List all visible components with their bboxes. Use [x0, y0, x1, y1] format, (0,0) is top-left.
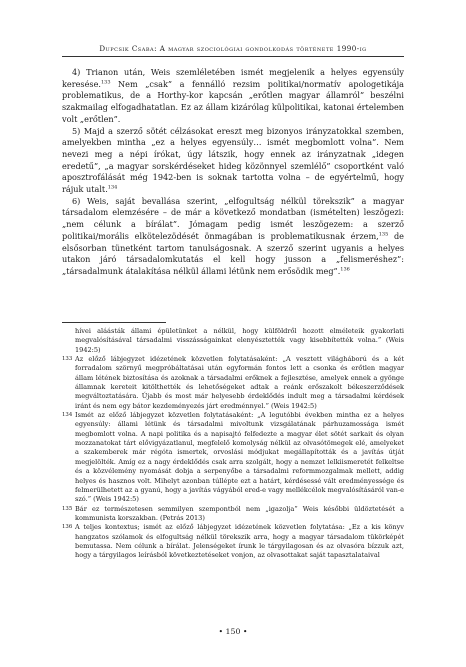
page-number: • 150 • — [218, 627, 248, 636]
footnote-text: Ismét az előző lábjegyzet közvetlen folytatásaként: „A legutóbbi években mintha ez a helyes egyensúly: állami létünk és társadalmi mivoltunk vizsgálatának párhuzamossága ismét megbomlott volna. A napi politika és a napisajtó felfedezte a magyar élet sötét sarkait és olyan mozzanatokat tárt elővigyázatlanul, megfelelő komolyság nélkül az olvasótömegek elé, amelyeket a szakemberek már régóta ismertek, orvoslási módjukat megállapították és a javítás útját megjelölték. Amíg ez a nagy érdeklődés csak arra szolgált, hogy a nemzet lelkiismeretét felkeltse és a közvélemény nyomását dobja a serpenyőbe a társadalmi reformmozgalmak mellett, addig helyes és hasznos volt. Mihelyt azonban túllépte ezt a határt, kérdésessé vált eredményessége és felmerülhetett az a gyanú, hogy a javítás vágyából ered-e vagy mellékcélok megvalósításáról van-e szó.” (Weis 1942:5) — [75, 411, 404, 504]
paragraph-5-text-a: 5) Majd a szerző sötét célzásokat ereszt meg bizonyos irányzatokkal szemben, amelyekben mintha „ez a helyes egyensúly… ismét megbomlott volna”. Nem nevezi meg a népi írókat, úgy látszik, hogy ennek az irányzatnak „idegen eredetű”, „a magyar sorskérdéseket hideg közönnyel szemlélő” csoportként való aposztrofálását még 1942-ben is soknak tartotta volna – de egyértelmű, hogy rájuk utalt. — [62, 125, 404, 195]
footnote-rule — [62, 322, 166, 323]
paragraph-6 — [62, 196, 404, 278]
footnote-continuation — [62, 327, 404, 355]
paragraph-4 — [62, 67, 404, 126]
paragraph-6-text-a: 6) Weis, saját bevallása szerint, „elfogultság nélkül törekszik” a magyar társadalom elemzésére – de már a következő mondatban (ismételten) leszögezi: „nem célunk a bírálat”. Jómagam pedig ismét leszögezem: a szerző politikai/morális elkötelezödését önmagában is problematikusnak érzem, — [62, 195, 404, 241]
paragraph-4-text-a: 4) Trianon után, Weis szemléletében ismét megjelenik a helyes egyensúly keresése. — [62, 67, 404, 89]
running-head: Dupcsik Csaba: A magyar szociológiai gondolkodás története 1990-ig — [99, 44, 367, 53]
footnote-text: Az előző lábjegyzet idézetének közvetlen folytatásaként: „A vesztett világháború és a két forradalom szörnyű megpróbáltatásai után egyformán fontos lett a csonka és erőtlen magyar állam létének biztosítása és azoknak a társadalmi erőknek a fejlesztése, amelyek ennek a gyönge államnak kereteit kitölthették és lehetőségeket adtak a reánk erőszakolt békeszerződések megváltoztatására. Újabb és most már helyesebb érdeklődés indult meg a társadalmi kérdések iránt és nem egy bátor kezdeményezés járt eredménnyel.” (Weis 1942:5) — [75, 355, 404, 410]
footnote-ref-136[interactable]: 136 — [340, 266, 350, 273]
footnote-ref-133[interactable]: 133 — [100, 78, 111, 85]
footnote-continuation-text: hívei aláásták állami épületünket a nélkül, hogy külföldről hozott elméleteik gyakorlati megvalósításával társadalmi visszásságainkat elenyésztették vagy kisebbítették volna.” (Weis 1942:5) — [75, 327, 404, 354]
footnote-ref-135[interactable]: 135 — [378, 231, 389, 238]
header-rule — [62, 56, 404, 57]
footnote-135 — [62, 505, 404, 524]
footnote-134 — [62, 411, 404, 504]
footnote-number: 133 — [62, 356, 73, 363]
footnote-number: 136 — [62, 524, 73, 531]
footnote-136 — [62, 523, 404, 560]
paragraph-5 — [62, 126, 404, 196]
footnote-text: A teljes kontextus; ismét az előző lábjegyzet idézetének közvetlen folytatása: „Ez a kis könyv hangzatos szólamok és elfogultság nélkül törekszik arra, hogy a magyar társadalom tükörképét bemutassa. Nem célunk a bírálat. Jelenségeket írunk le tárgyilagosan és az olvasóra bízzuk azt, hogy a tárgyilagos leírásból következtetéseket vonjon, az olvasottakat saját tapasztalataival — [75, 523, 404, 560]
footnote-133 — [62, 355, 404, 411]
footnote-text: Bár ez természetesen semmilyen szempontból nem „igazolja” Weis későbbi üldöztetését a kommunista korszakban. (Petrás 2013) — [75, 504, 404, 522]
footnote-number: 135 — [62, 505, 73, 512]
footnote-ref-134[interactable]: 134 — [107, 184, 118, 191]
footnotes — [62, 327, 404, 561]
footnote-number: 134 — [62, 412, 73, 419]
paragraph-4-text-b: Nem „csak” a fennálló rezsim politikai/normatív apologetikája problematikus, de a Horthy-kor kapcsán „erőtlen magyar államról” beszélni szakmailag elfogadhatatlan. Ez az állam kizárólag külpolitikai, katonai értelemben volt „erőtlen”. — [62, 78, 404, 124]
paragraph-6-text-b: de elsősorban tünetként tartom tanulságosnak. A szerző szerint ugyanis a helyes utakon járó társadalomkutatás el kell hogy jusson a „felismeréshez”: „társadalmunk átalakítása nélkül állami létünk nem erősödik meg”. — [62, 230, 404, 276]
main-text — [62, 67, 404, 278]
